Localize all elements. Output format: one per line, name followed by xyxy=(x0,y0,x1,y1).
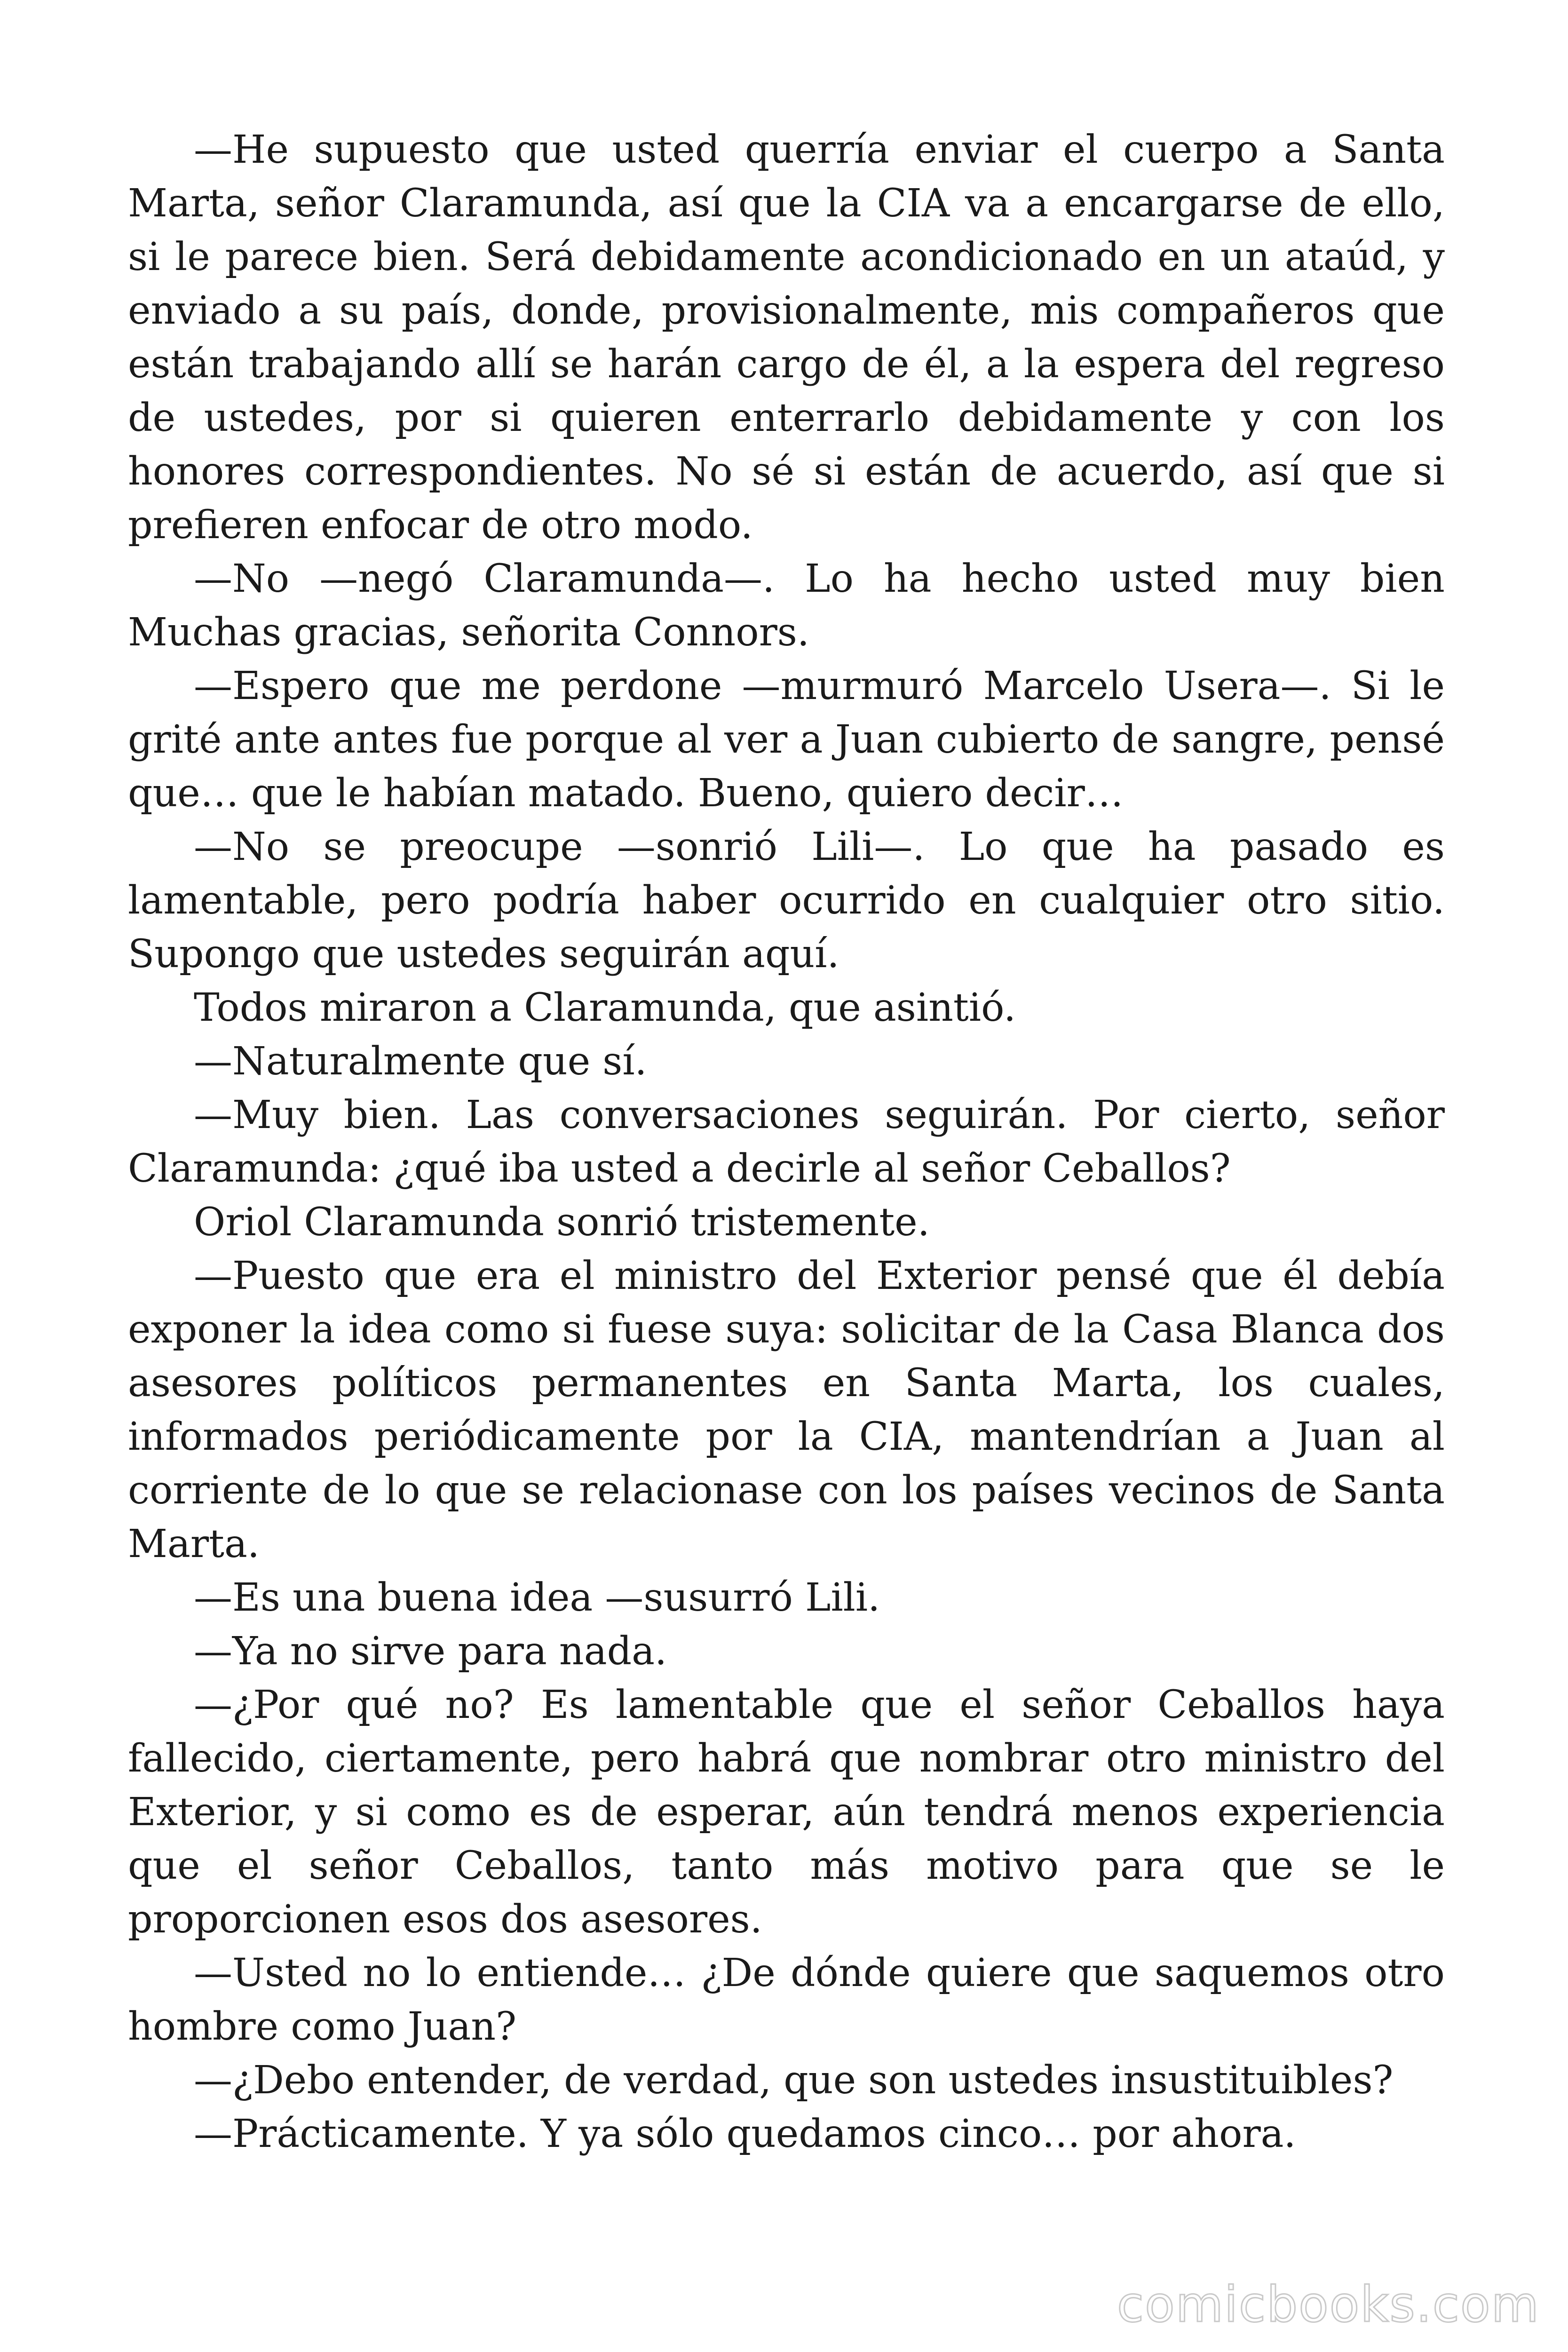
paragraph: —Prácticamente. Y ya sólo quedamos cinco… por ahora. xyxy=(194,2112,1296,2156)
paragraph: —He supuesto que usted querría enviar el cuerpo a Santa Marta, señor Claramunda, así que la CIA va a encargarse de ello, si le parece bien. Será debidamente acondicionado en un ataúd, y enviado a su país, donde, provisionalmente, mis compañeros que están trabajando allí se harán cargo de él, a la espera del regreso de ustedes, por si quieren enterrarlo debidamente y con los honores correspondientes. No sé si están de acuerdo, así que si prefieren enfocar de otro modo. xyxy=(128,127,1445,548)
paragraph: —Puesto que era el ministro del Exterior pensé que él debía exponer la idea como si fuese suya: solicitar de la Casa Blanca dos asesores políticos permanentes en Santa Marta, los cuales, informados periódicamente por la CIA, mantendrían a Juan al corriente de lo que se relacionase con los países vecinos de Santa Marta. xyxy=(128,1254,1445,1566)
watermark: comicbooks.com xyxy=(1117,2276,1540,2333)
paragraph: —Muy bien. Las conversaciones seguirán. Por cierto, señor Claramunda: ¿qué iba usted a decirle al señor Ceballos? xyxy=(128,1093,1445,1191)
paragraph: —¿Por qué no? Es lamentable que el señor Ceballos haya fallecido, ciertamente, pero habrá que nombrar otro ministro del Exterior, y si como es de esperar, aún tendrá menos experiencia que el señor Ceballos, tanto más motivo para que se le proporcionen esos dos asesores. xyxy=(128,1683,1445,1942)
paragraph: Oriol Claramunda sonrió tristemente. xyxy=(194,1200,930,1245)
paragraph: Todos miraron a Claramunda, que asintió. xyxy=(194,985,1016,1030)
paragraph: —Es una buena idea —susurró Lili. xyxy=(194,1575,880,1620)
paragraph: —Naturalmente que sí. xyxy=(194,1039,647,1084)
paragraph: —Usted no lo entiende… ¿De dónde quiere que saquemos otro hombre como Juan? xyxy=(128,1951,1445,2049)
paragraph: —Ya no sirve para nada. xyxy=(194,1629,667,1674)
body-text xyxy=(128,123,1445,2161)
paragraph: —No —negó Claramunda—. Lo ha hecho usted muy bien Muchas gracias, señorita Connors. xyxy=(128,556,1445,655)
paragraph: —No se preocupe —sonrió Lili—. Lo que ha pasado es lamentable, pero podría haber ocurrido en cualquier otro sitio. Supongo que ustedes seguirán aquí. xyxy=(128,825,1445,977)
paragraph: —¿Debo entender, de verdad, que son ustedes insustituibles? xyxy=(194,2058,1394,2103)
paragraph: —Espero que me perdone —murmuró Marcelo Usera—. Si le grité ante antes fue porque al ver a Juan cubierto de sangre, pensé que… que le habían matado. Bueno, quiero decir… xyxy=(128,664,1445,816)
